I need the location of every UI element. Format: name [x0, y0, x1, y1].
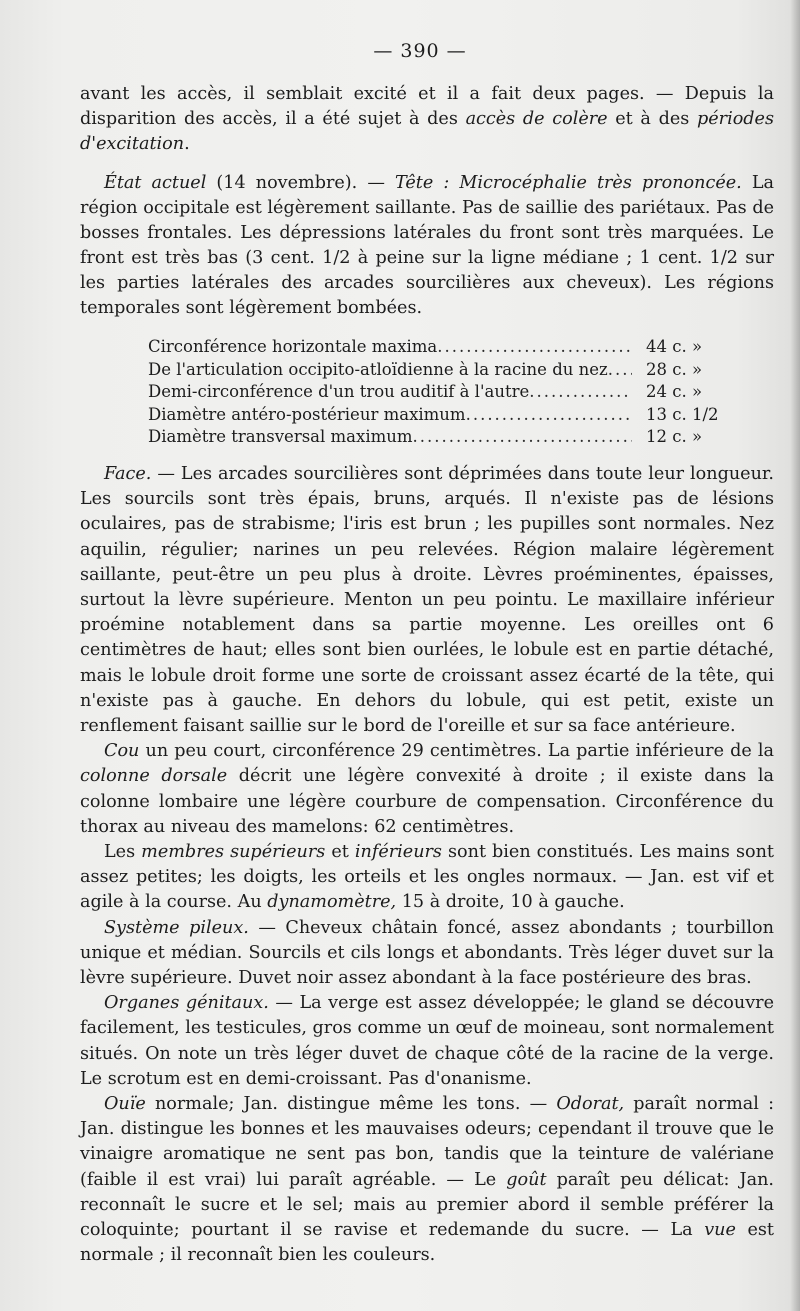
- italic-span: vue: [704, 1220, 736, 1241]
- page-number: — 390 —: [373, 40, 467, 62]
- text-span: et: [325, 842, 355, 863]
- measure-row: [148, 404, 754, 427]
- measure-label: Diamètre transversal maximum: [148, 427, 413, 446]
- dot-leader: [437, 336, 632, 359]
- measurements-table: [148, 336, 754, 449]
- paragraph-membres: [80, 840, 774, 916]
- measure-row: [148, 359, 754, 382]
- dot-leader: [529, 381, 632, 404]
- measure-label: Circonférence horizontale maxima: [148, 337, 438, 356]
- italic-span: Organes génitaux.: [104, 993, 269, 1014]
- text-span: sont bien constitués. Les mains sont assez petites; les doigts, les orteils et les ongles normaux. — Jan. est vif et agile à la course. Au: [80, 842, 774, 913]
- measure-value: 12 c. »: [646, 427, 703, 446]
- text-span: avant les accès, il semblait excité et il a fait deux pages. — Depuis la disparition des accès, il a été sujet à des: [80, 84, 774, 129]
- text-span: — Cheveux châtain foncé, assez abondants ; tourbillon unique et médian. Sourcils et cils longs et abondants. Très léger duvet sur la lèvre supérieure. Duvet noir assez abondant à la face postérieure des bras.: [80, 917, 774, 989]
- text-span: un peu court, circonférence 29 centimètres. La partie inférieure de la: [139, 741, 774, 762]
- paragraph-etat-actuel: [80, 171, 774, 321]
- italic-span: État actuel: [104, 173, 207, 193]
- text-span: est normale ; il reconnaît bien les couleurs.: [80, 1220, 774, 1266]
- text-span: Les: [104, 842, 142, 863]
- measure-value: 44 c. »: [646, 337, 703, 356]
- italic-span: colonne dorsale: [80, 766, 228, 787]
- measure-label: Demi-circonférence d'un trou auditif à l'autre: [148, 382, 530, 401]
- measure-row: [148, 336, 754, 359]
- text-span: — La verge est assez développée; le gland se découvre facilement, les testicules, gros comme un œuf de moineau, sont normalement situés. On note un très léger duvet de chaque côté de la racine de la verge. Le scrotum est en demi-croissant. Pas d'onanisme.: [80, 993, 774, 1089]
- measure-row: [148, 381, 754, 404]
- paragraph-cou: [80, 739, 774, 840]
- italic-span: membres supérieurs: [141, 842, 326, 863]
- text-span: — Les arcades sourcilières sont déprimées dans toute leur longueur. Les sourcils sont très épais, bruns, arqués. Il n'existe pas de lésions oculaires, pas de strabisme; l'iris est brun ; les pupilles sont normales. Nez aquilin, régulier; narines un peu relevées. Région malaire légèrement saillante, peut-être un peu plus à droite. Lèvres proéminentes, épaisses, surtout la lèvre supérieure. Menton un peu pointu. Le maxillaire inférieur proémine notablement dans sa partie moyenne. Les oreilles ont 6 centimètres de haut; elles sont bien ourlées, le lobule est en partie détaché, mais le lobule droit forme une sorte de croissant assez écarté de la tête, qui n'existe pas à gauche. En dehors du lobule, qui est petit, existe un renflement faisant saillie sur le bord de l'oreille et sur sa face antérieure.: [80, 464, 774, 737]
- text-span: normale; Jan. distingue même les tons. —: [145, 1094, 557, 1115]
- measure-value: 24 c. »: [646, 382, 703, 401]
- text-span: décrit une légère convexité à droite ; il existe dans la colonne lombaire une légère courbure de compensation. Circonférence du thorax au niveau des mamelons: 62 centimètres.: [80, 766, 774, 837]
- italic-span: Tête : Microcéphalie très prononcée.: [395, 173, 742, 193]
- dot-leader: [608, 359, 632, 382]
- measure-row: [148, 426, 754, 449]
- italic-span: Face.: [104, 464, 152, 484]
- text-span: 15 à droite, 10 à gauche.: [396, 892, 625, 913]
- paragraph-organes-genitaux: [80, 991, 774, 1092]
- italic-span: inférieurs: [354, 842, 442, 863]
- italic-span: périodes d'excitation: [80, 109, 774, 154]
- body-text: [80, 462, 774, 1269]
- text-span: .: [184, 134, 190, 154]
- dot-leader: [413, 426, 632, 449]
- text-span: La région occipitale est légèrement saillante. Pas de saillie des pariétaux. Pas de bosses frontales. Les dépressions latérales du front sont très marquées. Le front est très bas (3 cent. 1/2 à peine sur la ligne médiane ; 1 cent. 1/2 sur les parties latérales des arcades sourcilières aux cheveux). Les régions temporales sont légèrement bombées.: [80, 173, 775, 318]
- dot-leader: [466, 404, 632, 427]
- text-span: et à des: [607, 109, 697, 129]
- italic-span: accès de colère: [465, 109, 608, 129]
- italic-span: Odorat,: [556, 1094, 625, 1115]
- italic-span: dynamomètre,: [267, 892, 397, 913]
- intro-text: [80, 82, 774, 321]
- measure-label: De l'articulation occipito-atloïdienne à la racine du nez: [148, 359, 608, 379]
- italic-span: goût: [506, 1169, 547, 1190]
- italic-span: Cou: [104, 741, 140, 762]
- text-span: paraît peu délicat: Jan. reconnaît le sucre et le sel; mais au premier abord il semble préférer la coloquinte; pourtant il se ravise et redemande du sucre. — La: [80, 1169, 774, 1241]
- measure-label: Diamètre antéro-postérieur maximum: [148, 404, 466, 424]
- text-span: (14 novembre). —: [206, 173, 396, 193]
- measure-value: 28 c. »: [646, 359, 703, 379]
- italic-span: Ouïe: [104, 1094, 146, 1115]
- text-span: paraît normal : Jan. distingue les bonnes et les mauvaises odeurs; cependant il trouve que le vinaigre aromatique ne sent pas bon, tandis que la teinture de valériane (faible il est vrai) lui paraît agréable. — Le: [80, 1094, 774, 1190]
- paragraph-face: [80, 462, 774, 739]
- paragraph-sens: [80, 1092, 774, 1268]
- measure-value: 13 c. 1/2: [646, 404, 719, 424]
- paragraph-systeme-pileux: [80, 916, 774, 992]
- italic-span: Système pileux.: [104, 917, 249, 938]
- paragraph-intro: [80, 82, 774, 157]
- page-edge-shadow: [790, 0, 800, 1311]
